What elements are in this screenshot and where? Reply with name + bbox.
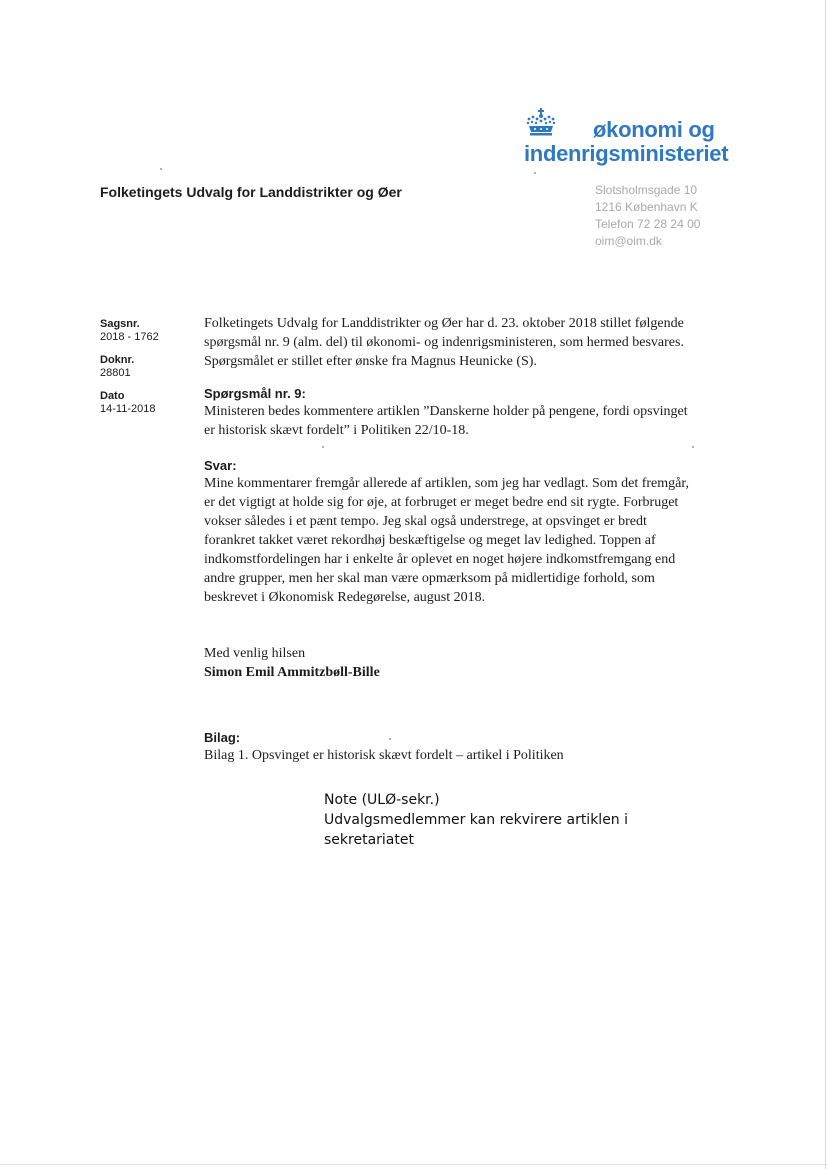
dato-value: 14-11-2018 <box>100 403 156 415</box>
answer-line: andre grupper, men her skal man være opmærksom på midlertidige forhold, som <box>204 571 655 586</box>
attachment-item: Bilag 1. Opsvinget er historisk skævt fordelt – artikel i Politiken <box>204 748 564 763</box>
answer-heading: Svar: <box>204 458 237 473</box>
address-email: oim@oim.dk <box>595 234 662 248</box>
question-line: er historisk skævt fordelt” i Politiken 22/10-18. <box>204 423 469 438</box>
signature-name: Simon Emil Ammitzbøll-Bille <box>204 665 380 680</box>
closing-greeting: Med venlig hilsen <box>204 646 306 661</box>
scan-speck <box>389 738 391 740</box>
note-line: Udvalgsmedlemmer kan rekvirere artiklen i <box>324 812 629 828</box>
answer-line: Mine kommentarer fremgår allerede af artiklen, som jeg har vedlagt. Som det fremgår, <box>204 476 689 491</box>
answer-line: er det vigtigt at holde sig for øje, at forbruget er meget bedre end sit rygte. Forbruget <box>204 495 679 510</box>
scan-speck <box>160 168 162 170</box>
intro-line: Spørgsmålet er stillet efter ønske fra Magnus Heunicke (S). <box>204 354 537 369</box>
answer-line: forankret takket været rekordhøj beskæftigelse og meget lav ledighed. Toppen af <box>204 533 656 548</box>
scan-speck <box>322 446 324 448</box>
address-phone: Telefon 72 28 24 00 <box>595 217 701 231</box>
attachments-heading: Bilag: <box>204 730 241 745</box>
answer-line: vokser således i et pænt tempo. Jeg skal også understrege, at opsvinget er bredt <box>204 514 647 529</box>
meta-column <box>100 318 159 416</box>
address-city: 1216 København K <box>595 200 698 214</box>
logo-text-line1: økonomi og <box>593 117 715 142</box>
question-heading: Spørgsmål nr. 9: <box>204 386 306 401</box>
doknr-value: 28801 <box>100 367 131 379</box>
answer-line: indkomstfordelingen har i enkelte år oplevet en noget højere indkomstfremgang end <box>204 552 676 567</box>
answer-line: beskrevet i Økonomisk Redegørelse, august 2018. <box>204 590 486 605</box>
sagsnr-value: 2018 - 1762 <box>100 331 159 343</box>
scan-edge-right <box>825 0 826 1169</box>
question-line: Ministeren bedes kommentere artiklen ”Danskerne holder på pengene, fordi opsvinget <box>204 404 688 419</box>
scan-speck <box>692 446 694 448</box>
dato-label: Dato <box>100 390 125 402</box>
closing-section <box>204 644 724 682</box>
recipient-heading: Folketingets Udvalg for Landdistrikter og Øer <box>100 184 402 200</box>
intro-line: spørgsmål nr. 9 (alm. del) til økonomi- og indenrigsministeren, som hermed besvares. <box>204 335 684 350</box>
note-line: Note (ULØ-sekr.) <box>324 792 440 808</box>
sagsnr-label: Sagsnr. <box>100 318 140 330</box>
address-street: Slotsholmsgade 10 <box>595 183 698 197</box>
scan-speck <box>534 172 536 174</box>
question-section <box>204 386 724 440</box>
doknr-label: Doknr. <box>100 354 135 366</box>
answer-section <box>204 458 724 607</box>
attachments-section <box>204 730 724 765</box>
crown-icon <box>524 108 558 138</box>
intro-paragraph <box>204 314 724 371</box>
intro-line: Folketingets Udvalg for Landdistrikter og Øer har d. 23. oktober 2018 stillet følgende <box>204 316 684 331</box>
secretariat-note <box>324 790 628 850</box>
note-line: sekretariatet <box>324 832 414 848</box>
scan-edge-bottom <box>0 1164 828 1165</box>
address-block <box>595 182 700 250</box>
logo-text-line2: indenrigsministeriet <box>524 141 729 166</box>
